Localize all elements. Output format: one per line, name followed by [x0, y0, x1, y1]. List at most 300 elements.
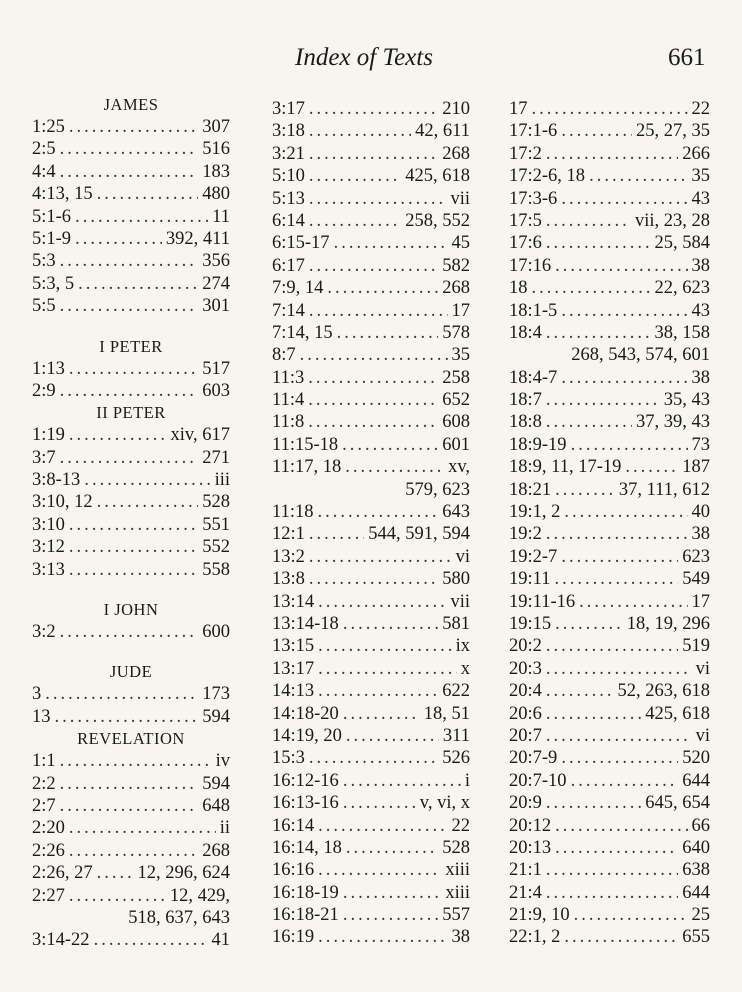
entry-reference: 2:26: [32, 840, 65, 861]
dot-leader: [69, 116, 198, 138]
dot-leader: [45, 683, 198, 705]
dot-leader: [60, 750, 212, 772]
entry-reference: 17:6: [509, 233, 542, 254]
index-entry-continuation: [272, 479, 470, 501]
index-entry: [32, 183, 230, 205]
entry-pages: 258, 552: [405, 210, 470, 231]
index-entry: [32, 491, 230, 513]
entry-pages: 12, 429,: [169, 885, 230, 906]
dot-leader: [309, 747, 438, 769]
entry-pages: 266: [682, 143, 710, 164]
index-entry: [509, 725, 710, 747]
index-entry: [509, 613, 710, 635]
dot-leader: [309, 210, 401, 232]
index-entry: [272, 456, 470, 478]
entry-reference: 3:21: [272, 143, 305, 164]
entry-pages: 45: [451, 233, 470, 254]
entry-reference: 16:14: [272, 815, 315, 836]
entry-reference: 4:13, 15: [32, 184, 93, 205]
entry-reference: 21:4: [509, 882, 542, 903]
index-entry: [509, 210, 710, 232]
index-entry: [272, 165, 470, 187]
dot-leader: [555, 613, 623, 635]
section-spacer: [32, 581, 230, 599]
index-entry: [509, 837, 710, 859]
entry-reference: 11:17, 18: [272, 457, 342, 478]
entry-reference: 11:3: [272, 367, 305, 388]
index-entry: [272, 322, 470, 344]
index-entry: [32, 380, 230, 402]
index-entry: [272, 837, 470, 859]
dot-leader: [69, 536, 198, 558]
index-column-2: [272, 98, 470, 949]
dot-leader: [308, 411, 438, 433]
entry-reference: 3:17: [272, 99, 305, 119]
entry-pages: 37, 39, 43: [636, 412, 710, 433]
entry-pages: 52, 263, 618: [617, 681, 710, 702]
dot-leader: [589, 165, 687, 187]
index-entry: [32, 706, 230, 728]
entry-pages: 582: [442, 255, 470, 276]
entry-pages: 608: [442, 412, 470, 433]
dot-leader: [546, 322, 651, 344]
book-heading: II PETER: [96, 403, 166, 423]
index-entry: [32, 773, 230, 795]
entry-pages: 425, 618: [645, 703, 710, 724]
dot-leader: [309, 255, 438, 277]
entry-reference: 21:1: [509, 860, 542, 881]
dot-leader: [60, 250, 199, 272]
index-entry: [32, 817, 230, 839]
entry-pages: 183: [202, 161, 230, 182]
dot-leader: [60, 161, 199, 183]
index-entry: [509, 815, 710, 837]
index-entry: [272, 300, 470, 322]
index-entry: [32, 138, 230, 160]
entry-pages: 549: [682, 569, 710, 590]
entry-pages: vii, 23, 28: [634, 210, 710, 231]
index-entry: [509, 770, 710, 792]
dot-leader: [546, 411, 632, 433]
entry-reference: 19:11: [509, 569, 551, 590]
entry-reference: 19:1, 2: [509, 502, 561, 523]
entry-reference: 2:5: [32, 139, 56, 160]
index-entry: [272, 143, 470, 165]
dot-leader: [60, 773, 199, 795]
dot-leader: [309, 546, 452, 568]
entry-pages: iv: [215, 751, 230, 772]
index-entry-continuation: [509, 344, 710, 366]
dot-leader: [60, 138, 199, 160]
entry-reference: 18:4-7: [509, 367, 558, 388]
section-spacer: [32, 643, 230, 661]
entry-pages: 17: [691, 591, 710, 612]
entry-reference: 11:18: [272, 502, 314, 523]
entry-reference: 2:27: [32, 885, 65, 906]
entry-reference: 18:4: [509, 322, 542, 343]
index-entry: [272, 411, 470, 433]
index-entry: [32, 862, 230, 884]
entry-reference: 20:7-9: [509, 748, 558, 769]
dot-leader: [69, 559, 198, 581]
dot-leader: [337, 322, 439, 344]
dot-leader: [60, 621, 199, 643]
dot-leader: [561, 747, 678, 769]
entry-pages: i: [464, 770, 470, 791]
dot-leader: [69, 514, 198, 536]
entry-reference: 11:8: [272, 412, 305, 433]
dot-leader: [561, 188, 687, 210]
dot-leader: [309, 523, 364, 545]
dot-leader: [546, 882, 678, 904]
index-entry: [32, 469, 230, 491]
index-entry: [509, 255, 710, 277]
index-entry: [272, 815, 470, 837]
entry-reference: 5:3: [32, 251, 56, 272]
entry-pages: 268, 543, 574, 601: [571, 345, 710, 366]
entry-pages: 648: [202, 795, 230, 816]
dot-leader: [546, 658, 692, 680]
entry-pages: vi: [695, 725, 710, 746]
entry-reference: 7:14: [272, 300, 305, 321]
index-entry: [32, 273, 230, 295]
entry-reference: 11:4: [272, 390, 305, 411]
entry-pages: 645, 654: [645, 793, 710, 814]
index-entry: [509, 658, 710, 680]
index-entry: [272, 210, 470, 232]
index-entry: [509, 523, 710, 545]
entry-reference: 5:13: [272, 188, 305, 209]
entry-pages: ii: [219, 818, 230, 839]
entry-pages: xiii: [445, 860, 470, 881]
entry-reference: 7:9, 14: [272, 278, 324, 299]
dot-leader: [343, 904, 438, 926]
entry-reference: 20:7: [509, 725, 542, 746]
index-entry: [272, 523, 470, 545]
entry-reference: 17:16: [509, 255, 552, 276]
entry-pages: 603: [202, 380, 230, 401]
entry-pages: 558: [202, 559, 230, 580]
entry-reference: 20:9: [509, 793, 542, 814]
dot-leader: [318, 859, 441, 881]
dot-leader: [60, 795, 199, 817]
entry-reference: 12:1: [272, 524, 305, 545]
dot-leader: [308, 367, 438, 389]
entry-reference: 2:7: [32, 795, 56, 816]
dot-leader: [532, 98, 688, 120]
entry-pages: 578: [442, 322, 470, 343]
entry-pages: 66: [691, 815, 710, 836]
entry-reference: 1:1: [32, 751, 56, 772]
entry-pages: 35: [691, 166, 710, 187]
entry-pages: 22: [451, 815, 470, 836]
dot-leader: [75, 228, 162, 250]
index-entry: [509, 300, 710, 322]
dot-leader: [546, 680, 614, 702]
entry-pages: 25, 584: [654, 233, 710, 254]
dot-leader: [546, 792, 641, 814]
entry-pages: 38: [451, 927, 470, 948]
entry-reference: 6:15-17: [272, 233, 330, 254]
index-entry: [32, 161, 230, 183]
entry-pages: 22: [691, 99, 710, 119]
entry-reference: 20:4: [509, 681, 542, 702]
entry-pages: 18, 51: [423, 703, 470, 724]
entry-pages: 38: [691, 255, 710, 276]
entry-pages: 42, 611: [415, 121, 470, 142]
index-entry: [32, 536, 230, 558]
index-entry: [509, 792, 710, 814]
dot-leader: [309, 165, 401, 187]
entry-pages: v, vi, x: [419, 793, 470, 814]
dot-leader: [546, 703, 641, 725]
entry-pages: 37, 111, 612: [618, 479, 710, 500]
entry-pages: 655: [682, 927, 710, 948]
entry-reference: 18:1-5: [509, 300, 558, 321]
entry-reference: 21:9, 10: [509, 905, 570, 926]
dot-leader: [317, 501, 438, 523]
dot-leader: [318, 658, 457, 680]
entry-pages: 520: [682, 748, 710, 769]
entry-reference: 3:12: [32, 537, 65, 558]
index-entry: [32, 559, 230, 581]
dot-leader: [546, 389, 660, 411]
entry-pages: 187: [682, 457, 710, 478]
dot-leader: [625, 456, 678, 478]
dot-leader: [345, 456, 444, 478]
dot-leader: [60, 295, 199, 317]
entry-pages: 25: [691, 905, 710, 926]
index-entry: [509, 568, 710, 590]
entry-pages: 600: [202, 622, 230, 643]
index-entry: [32, 885, 230, 907]
entry-reference: 5:10: [272, 166, 305, 187]
index-entry: [509, 479, 710, 501]
index-entry: [272, 568, 470, 590]
index-entry: [32, 116, 230, 138]
index-entry: [509, 232, 710, 254]
index-entry: [272, 277, 470, 299]
entry-reference: 16:12-16: [272, 770, 339, 791]
entry-pages: 25, 27, 35: [636, 121, 710, 142]
book-heading: I PETER: [99, 336, 163, 356]
dot-leader: [78, 273, 198, 295]
entry-pages: xiv, 617: [170, 425, 230, 446]
dot-leader: [343, 703, 420, 725]
index-entry: [32, 206, 230, 228]
entry-pages: 601: [442, 434, 470, 455]
entry-pages: 43: [691, 300, 710, 321]
dot-leader: [571, 434, 688, 456]
entry-pages: 268: [442, 278, 470, 299]
entry-reference: 4:4: [32, 161, 56, 182]
entry-pages: 35: [451, 345, 470, 366]
dot-leader: [318, 926, 447, 948]
index-entry: [272, 613, 470, 635]
book-heading: I JOHN: [103, 600, 159, 620]
entry-pages: 35, 43: [663, 390, 710, 411]
entry-pages: vi: [455, 546, 470, 567]
entry-pages: 644: [682, 770, 710, 791]
entry-pages: 18, 19, 296: [626, 613, 710, 634]
dot-leader: [574, 904, 688, 926]
entry-pages: 544, 591, 594: [368, 524, 470, 545]
entry-pages: 73: [691, 434, 710, 455]
entry-reference: 13:17: [272, 658, 315, 679]
book-heading: JUDE: [109, 662, 153, 682]
entry-reference: 2:26, 27: [32, 863, 93, 884]
index-entry: [509, 434, 710, 456]
index-entry: [32, 447, 230, 469]
index-entry: [32, 621, 230, 643]
entry-reference: 13: [32, 706, 51, 727]
entry-pages: ix: [455, 636, 470, 657]
dot-leader: [308, 389, 438, 411]
entry-reference: 18:21: [509, 479, 552, 500]
dot-leader: [60, 447, 199, 469]
book-heading: REVELATION: [77, 729, 185, 749]
entry-pages: 268: [202, 840, 230, 861]
entry-pages: xiii: [445, 882, 470, 903]
dot-leader: [309, 98, 438, 120]
index-entry: [509, 501, 710, 523]
index-entry: [509, 411, 710, 433]
entry-pages: 581: [442, 613, 470, 634]
entry-reference: 18:9, 11, 17-19: [509, 457, 622, 478]
entry-reference: 22:1, 2: [509, 927, 561, 948]
entry-reference: 17:5: [509, 210, 542, 231]
index-entry: [272, 859, 470, 881]
dot-leader: [346, 725, 439, 747]
entry-pages: 579, 623: [405, 479, 470, 500]
entry-pages: 557: [442, 905, 470, 926]
entry-pages: 307: [202, 117, 230, 137]
entry-reference: 2:2: [32, 773, 56, 794]
entry-reference: 5:1-9: [32, 228, 72, 249]
entry-reference: 16:18-21: [272, 905, 339, 926]
entry-pages: 623: [682, 546, 710, 567]
entry-reference: 18: [509, 278, 528, 299]
dot-leader: [546, 232, 651, 254]
index-entry: [272, 770, 470, 792]
index-entry: [509, 546, 710, 568]
entry-reference: 17:2-6, 18: [509, 166, 586, 187]
dot-leader: [318, 635, 451, 657]
entry-reference: 13:14-18: [272, 613, 339, 634]
entry-reference: 5:5: [32, 296, 56, 317]
index-entry: [32, 228, 230, 250]
index-entry: [509, 747, 710, 769]
entry-reference: 16:14, 18: [272, 837, 342, 858]
entry-reference: 3:8-13: [32, 470, 81, 491]
entry-reference: 17:1-6: [509, 121, 558, 142]
index-entry: [32, 295, 230, 317]
entry-pages: vi: [695, 658, 710, 679]
index-entry: [509, 277, 710, 299]
entry-reference: 19:2: [509, 524, 542, 545]
entry-reference: 13:2: [272, 546, 305, 567]
entry-pages: 425, 618: [405, 166, 470, 187]
entry-reference: 13:8: [272, 569, 305, 590]
dot-leader: [546, 725, 692, 747]
entry-pages: 392, 411: [165, 228, 230, 249]
entry-reference: 18:7: [509, 390, 542, 411]
dot-leader: [69, 840, 198, 862]
entry-reference: 19:11-16: [509, 591, 576, 612]
dot-leader: [555, 837, 678, 859]
entry-pages: 311: [442, 725, 470, 746]
dot-leader: [69, 885, 166, 907]
book-heading: JAMES: [103, 95, 159, 114]
entry-pages: 271: [202, 447, 230, 468]
entry-reference: 6:17: [272, 255, 305, 276]
entry-reference: 3:13: [32, 559, 65, 580]
dot-leader: [561, 367, 687, 389]
dot-leader: [546, 143, 678, 165]
entry-pages: 38: [691, 367, 710, 388]
index-entry: [509, 680, 710, 702]
index-entry: [509, 120, 710, 142]
dot-leader: [561, 120, 632, 142]
section-spacer: [32, 318, 230, 336]
index-entry: [509, 98, 710, 120]
dot-leader: [546, 210, 631, 232]
index-entry: [272, 98, 470, 120]
entry-reference: 13:15: [272, 636, 315, 657]
dot-leader: [334, 232, 448, 254]
index-entry: [509, 635, 710, 657]
dot-leader: [343, 613, 438, 635]
entry-pages: 580: [442, 569, 470, 590]
index-entry: [272, 344, 470, 366]
index-entry: [272, 635, 470, 657]
entry-pages: vii: [450, 591, 470, 612]
entry-pages: 301: [202, 296, 230, 317]
index-entry: [272, 255, 470, 277]
dot-leader: [309, 568, 438, 590]
dot-leader: [84, 469, 210, 491]
entry-reference: 14:19, 20: [272, 725, 342, 746]
index-entry: [509, 859, 710, 881]
index-entry: [32, 424, 230, 446]
entry-reference: 16:13-16: [272, 793, 339, 814]
entry-reference: 17:2: [509, 143, 542, 164]
entry-pages: 516: [202, 139, 230, 160]
index-entry: [509, 591, 710, 613]
entry-pages: 356: [202, 251, 230, 272]
dot-leader: [318, 680, 438, 702]
entry-pages: 551: [202, 514, 230, 535]
entry-reference: 13:14: [272, 591, 315, 612]
entry-reference: 19:15: [509, 613, 552, 634]
entry-reference: 20:6: [509, 703, 542, 724]
entry-pages: 526: [442, 748, 470, 769]
index-entry: [509, 882, 710, 904]
entry-pages: 480: [202, 184, 230, 205]
dot-leader: [300, 344, 448, 366]
dot-leader: [327, 277, 438, 299]
entry-reference: 1:13: [32, 358, 65, 379]
entry-reference: 1:25: [32, 117, 65, 137]
entry-pages: 40: [691, 502, 710, 523]
entry-reference: 15:3: [272, 748, 305, 769]
entry-reference: 20:12: [509, 815, 552, 836]
index-entry: [509, 188, 710, 210]
dot-leader: [69, 817, 216, 839]
index-entry: [509, 904, 710, 926]
dot-leader: [579, 591, 687, 613]
dot-leader: [546, 635, 678, 657]
